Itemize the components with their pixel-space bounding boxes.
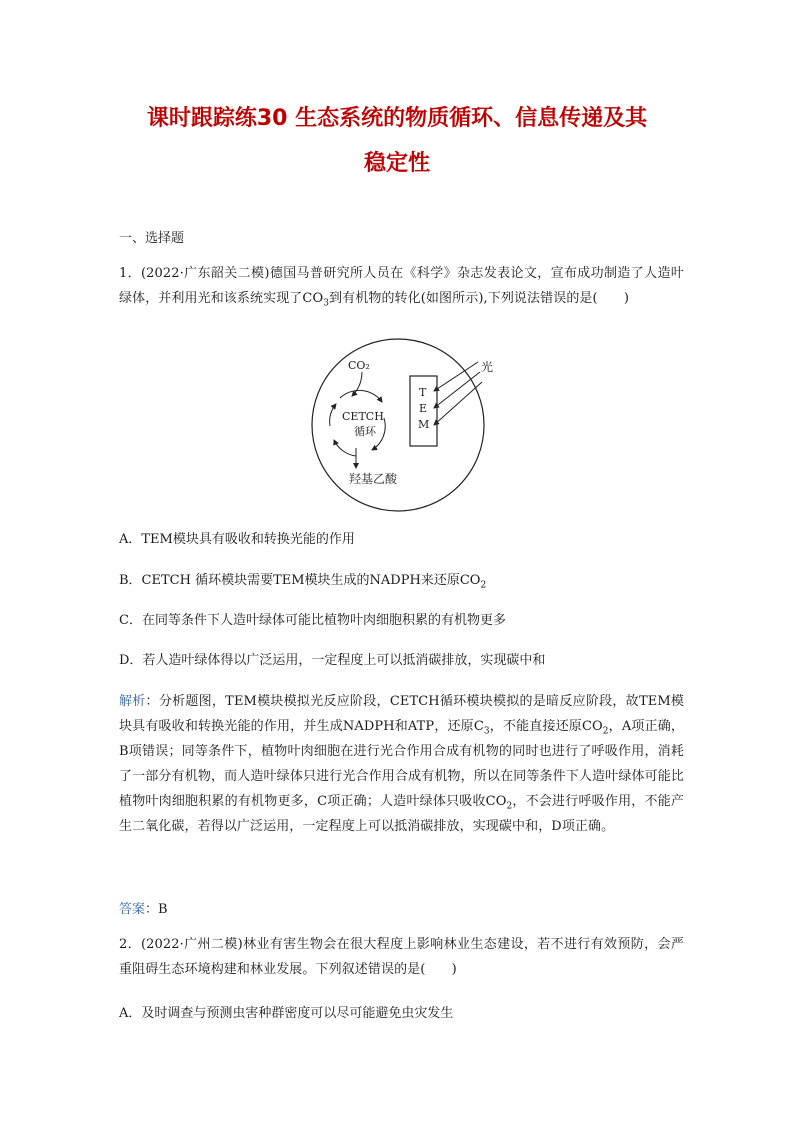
question-2-stem: 2．(2022·广州二模)林业有害生物会在很大程度上影响林业生态建设，若不进行有效预防，会严重阻碍生态环境构建和林业发展。下列叙述错误的是( ) [119,937,684,977]
question-1-option-d: D．若人造叶绿体得以广泛运用，一定程度上可以抵消碳排放，实现碳中和 [119,653,546,668]
question-1-analysis: 解析：分析题图，TEM模块模拟光反应阶段，CETCH循环模块模拟的是暗反应阶段，故TEM模块具有吸收和转换光能的作用，并生成NADPH和ATP，还原$C_3$，不能直接还原$CO_2$，A项正确，B项错误；同等条件下，植物叶肉细胞在进行光合作用合成有机物的同时也进行了呼吸作用，消耗了一部分有机物，而人造叶绿体只进行光合作用合成有机物，所以在同等条件下人造叶绿体可能比植物叶肉细胞积累的有机物更多，C项正确；人造叶绿体只吸收$CO_2$，不会进行呼吸作用，不能产生二氧化碳，若得以广泛运用，一定程度上可以抵消碳排放，实现碳中和，D项正确。 [119,694,685,834]
co2-input-arrow [352,372,362,396]
question-2-option-a: A．及时调查与预测虫害种群密度可以尽可能避免虫灾发生 [119,1006,454,1021]
tem-letter-e: E [419,402,428,415]
answer-label: 答案 [119,902,146,917]
page-title [110,96,684,186]
cycle-arrow-left [330,404,336,426]
cycle-label: 循环 [354,425,376,438]
subscript: 2 [480,580,487,591]
analysis-label: 解析 [119,694,146,709]
light-ray-1 [434,362,478,391]
title-line-2: 稳定性 [363,151,430,176]
answer-value: ：B [145,902,168,917]
question-1-answer [119,898,168,917]
chloroplast-outline [312,339,484,511]
title-line-1: 课时跟踪练30 生态系统的物质循环、信息传递及其 [146,106,648,131]
subscript: 3 [323,298,330,309]
question-1-option-a: A．TEM模块具有吸收和转换光能的作用 [119,532,355,547]
cycle-arrow-top [340,390,382,402]
question-1-stem: 1．(2022·广东韶关二模)德国马普研究所人员在《科学》杂志发表论文，宣布成功制造了人造叶绿体，并利用光和该系统实现了$CO_3$到有机物的转化(如图所示),下列说法错误的是( ) [119,266,684,309]
light-ray-3 [434,382,482,425]
cetch-label: CETCH [342,410,384,423]
cycle-arrow-bottom [334,440,356,456]
tem-letter-m: M [418,418,430,431]
question-1-option-c: C．在同等条件下人造叶绿体可能比植物叶肉细胞积累的有机物更多 [119,613,506,628]
product-label: 羟基乙酸 [349,472,398,486]
co2-label: CO₂ [348,359,370,372]
question-1-option-b: B．CETCH 循环模块需要TEM模块生成的NADPH来还原$CO_2$ [119,573,487,591]
section-heading: 一、选择题 [119,231,185,246]
tem-letter-t: T [419,386,427,399]
chloroplast-diagram [300,336,500,514]
light-label: 光 [481,360,494,374]
